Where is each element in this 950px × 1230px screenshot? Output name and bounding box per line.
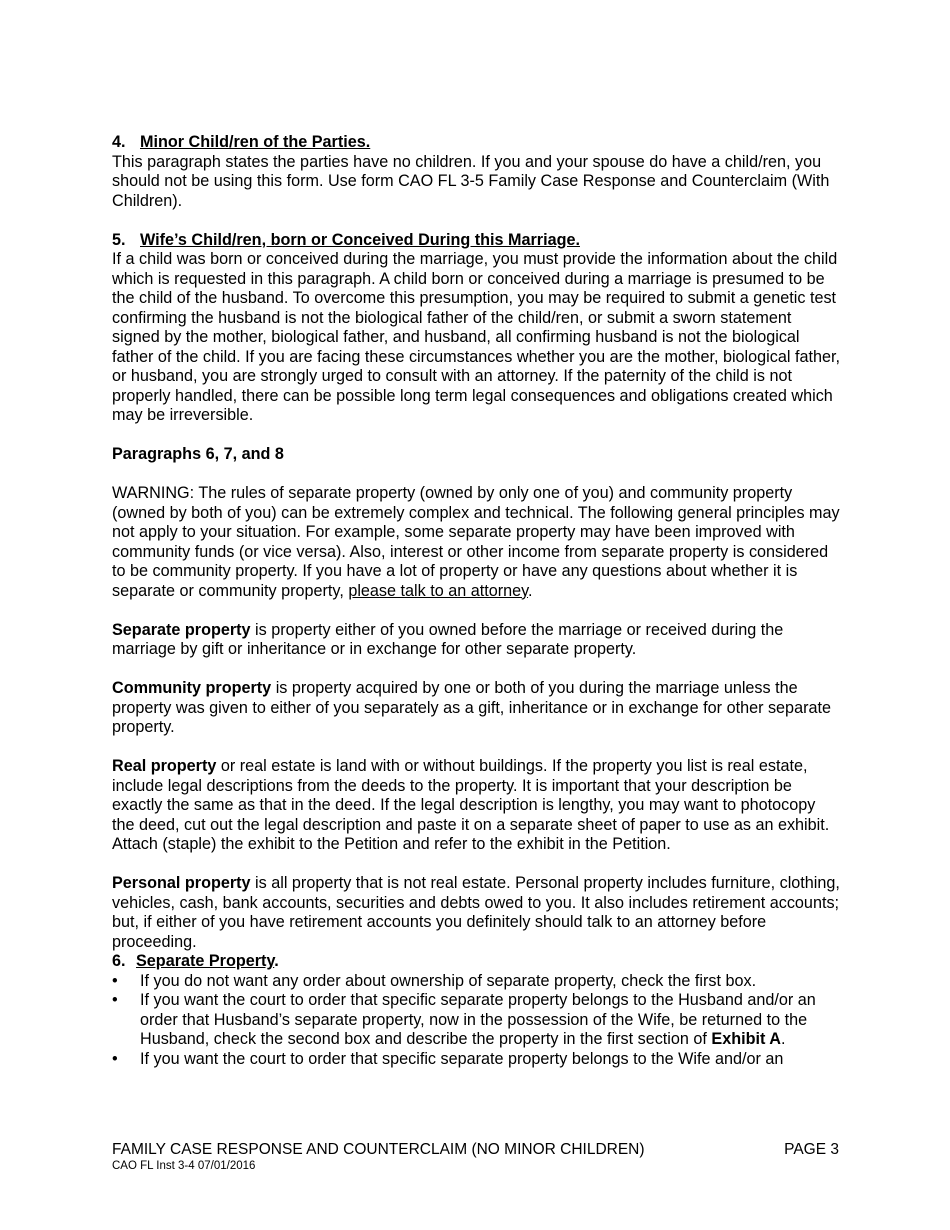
warning-end: . bbox=[528, 581, 533, 600]
bullet-icon: • bbox=[112, 1049, 118, 1068]
footer-page-number: PAGE 3 bbox=[784, 1141, 839, 1158]
footer-form-title: FAMILY CASE RESPONSE AND COUNTERCLAIM (NO MINOR CHILDREN) bbox=[112, 1141, 645, 1158]
separate-property-term: Separate property bbox=[112, 620, 251, 639]
section-4-title: Minor Child/ren of the Parties. bbox=[140, 133, 371, 151]
bullet-text: If you want the court to order that specific separate property belongs to the Husband and/or an order that Husband’s separate property, now in the possession of the Wife, be returned to the Husband, check the second box and describe the property in the first section of bbox=[140, 991, 816, 1048]
section-6-bullet-list bbox=[112, 972, 842, 1070]
list-item bbox=[112, 1050, 842, 1070]
section-4-number: 4. bbox=[112, 133, 126, 151]
page-footer bbox=[112, 1141, 839, 1173]
section-4-heading bbox=[112, 133, 842, 153]
bullet-icon: • bbox=[112, 971, 118, 990]
bullet-text: If you want the court to order that specific separate property belongs to the Wife and/or an bbox=[140, 1049, 784, 1068]
list-item bbox=[112, 972, 842, 992]
section-4-body: This paragraph states the parties have no children. If you and your spouse do have a child/ren, you should not be using this form. Use form CAO FL 3-5 Family Case Response and Counterclaim (With Children). bbox=[112, 152, 830, 210]
section-5-body: If a child was born or conceived during the marriage, you must provide the information about the child which is requested in this paragraph. A child born or conceived during a marriage is presumed to be the child of the husband. To overcome this presumption, you may be required to submit a genetic test confirming the husband is not the biological father of the child/ren, or submit a sworn statement signed by the mother, biological father, and husband, all confirming husband is not the biological father of the child. If you are facing these circumstances whether you are the mother, biological father, or husband, you are strongly urged to consult with an attorney. If the paternity of the child is not properly handled, there can be possible long term legal consequences and obligations created which may be irreversible. bbox=[112, 250, 840, 424]
personal-property-definition bbox=[112, 874, 842, 952]
section-5-title: Wife’s Child/ren, born or Conceived During this Marriage. bbox=[140, 230, 580, 249]
community-property-term: Community property bbox=[112, 679, 272, 697]
personal-property-term: Personal property bbox=[112, 874, 251, 892]
document-body bbox=[112, 133, 842, 1069]
section-6-heading bbox=[112, 952, 842, 972]
section-6-title-end: . bbox=[274, 952, 279, 970]
real-property-definition bbox=[112, 757, 842, 855]
section-5-heading bbox=[112, 231, 842, 251]
section-5-number: 5. bbox=[112, 230, 126, 249]
attorney-advice-link: please talk to an attorney bbox=[348, 581, 529, 600]
real-property-text: or real estate is land with or without buildings. If the property you list is real estate, include legal descriptions from the deeds to the property. It is important that your description be exactly the same as that in the deed. If the legal description is lengthy, you may want to photocopy the deed, cut out the legal description and paste it on a separate sheet of paper to use as an exhibit. Attach (staple) the exhibit to the Petition and refer to the exhibit in the Petition. bbox=[112, 757, 830, 853]
property-warning bbox=[112, 484, 842, 601]
section-6-title: Separate Property bbox=[136, 952, 275, 970]
real-property-term: Real property bbox=[112, 757, 217, 775]
bullet-text: If you do not want any order about ownership of separate property, check the first box. bbox=[140, 971, 757, 990]
exhibit-a-reference: Exhibit A bbox=[711, 1030, 781, 1048]
warning-text: WARNING: The rules of separate property (owned by only one of you) and community property (owned by both of you) can be extremely complex and technical. The following general principles may not apply to your situation. For example, some separate property may have been improved with community funds (or vice versa). Also, interest or other income from separate property is considered to be community property. If you have a lot of property or have any questions about whether it is separate or community property, bbox=[112, 484, 840, 600]
personal-property-text: is all property that is not real estate. Personal property includes furniture, clothing, vehicles, cash, bank accounts, securities and debts owed to you. It also includes retirement accounts; but, if either of you have retirement accounts you definitely should talk to an attorney before proceeding. bbox=[112, 874, 840, 951]
paragraphs-678-heading: Paragraphs 6, 7, and 8 bbox=[112, 445, 284, 463]
separate-property-definition bbox=[112, 621, 842, 660]
footer-form-code: CAO FL Inst 3-4 07/01/2016 bbox=[112, 1160, 256, 1172]
community-property-text: is property acquired by one or both of you during the marriage unless the property was given to either of you separately as a gift, inheritance or in exchange for other separate property. bbox=[112, 679, 831, 736]
bullet-end: . bbox=[780, 1030, 786, 1048]
separate-property-text: is property either of you owned before the marriage or received during the marriage by gift or inheritance or in exchange for other separate property. bbox=[112, 620, 784, 658]
section-6-number: 6. bbox=[112, 952, 126, 970]
bullet-icon: • bbox=[112, 991, 118, 1009]
list-item bbox=[112, 991, 842, 1050]
community-property-definition bbox=[112, 679, 842, 738]
